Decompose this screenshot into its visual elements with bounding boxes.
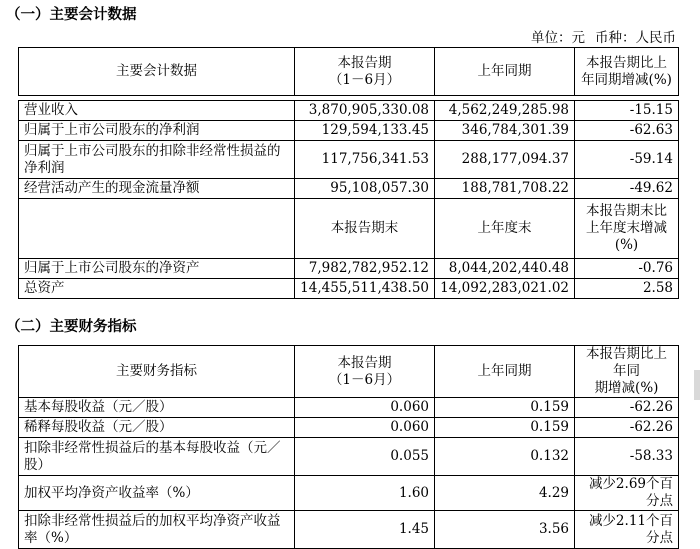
header-item: 主要会计数据 [19,48,295,96]
row-current: 95,108,057.30 [295,179,435,199]
header-prior: 上年同期 [435,48,575,96]
header-current: 本报告期 （1－6月） [295,48,435,96]
row-label: 基本每股收益（元／股） [19,398,295,418]
header-current: 本报告期 （1－6月） [295,346,435,398]
table-row [19,476,679,511]
row-prior: 288,177,094.37 [435,141,575,179]
header-prior: 上年同期 [435,346,575,398]
row-label: 扣除非经常性损益后的基本每股收益（元／股） [19,438,295,476]
table-row [19,438,679,476]
row-change: -59.14 [575,141,679,179]
table-row [19,259,679,279]
table-row [19,418,679,438]
header2-item-empty [19,199,295,259]
accounting-data-table [18,47,679,299]
row-current: 1.60 [295,476,435,511]
header-change: 本报告期比上年同 期增减(%) [575,346,679,398]
row-change: -62.26 [575,398,679,418]
header2-prior: 上年度末 [435,199,575,259]
table-row [19,511,679,549]
section-title-accounting-data: （一）主要会计数据 [6,7,137,23]
row-change: 减少2.11个百分点 [575,511,679,549]
row-label: 归属于上市公司股东的净利润 [19,121,295,141]
row-change: 减少2.69个百分点 [575,476,679,511]
row-current: 0.060 [295,418,435,438]
table-row [19,179,679,199]
row-label: 加权平均净资产收益率（%） [19,476,295,511]
row-label: 归属于上市公司股东的净资产 [19,259,295,279]
table-row [19,398,679,418]
row-current: 7,982,782,952.12 [295,259,435,279]
scrollbar[interactable] [694,370,700,400]
row-prior: 346,784,301.39 [435,121,575,141]
financial-indicators-table [18,345,679,549]
row-prior: 0.132 [435,438,575,476]
row-prior: 8,044,202,440.48 [435,259,575,279]
currency-label: 币种：人民币 [595,30,676,46]
row-prior: 188,781,708.22 [435,179,575,199]
row-change: -58.33 [575,438,679,476]
row-change: -0.76 [575,259,679,279]
table-row [19,121,679,141]
table-row [19,279,679,299]
row-label: 扣除非经常性损益后的加权平均净资产收益率（%） [19,511,295,549]
header-change: 本报告期比上 年同期增减(%) [575,48,679,96]
unit-note [521,26,676,46]
row-current: 14,455,511,438.50 [295,279,435,299]
row-prior: 4.29 [435,476,575,511]
row-current: 117,756,341.53 [295,141,435,179]
row-label: 归属于上市公司股东的扣除非经常性损益的净利润 [19,141,295,179]
row-prior: 3.56 [435,511,575,549]
row-label: 稀释每股收益（元／股） [19,418,295,438]
row-change: -62.26 [575,418,679,438]
row-prior: 0.159 [435,418,575,438]
table-row [19,101,679,121]
row-label: 总资产 [19,279,295,299]
row-current: 0.060 [295,398,435,418]
header2-change: 本报告期末比 上年度末增减 (%) [575,199,679,259]
header2-current: 本报告期末 [295,199,435,259]
row-current: 1.45 [295,511,435,549]
row-prior: 4,562,249,285.98 [435,101,575,121]
row-current: 3,870,905,330.08 [295,101,435,121]
row-label: 营业收入 [19,101,295,121]
row-prior: 14,092,283,021.02 [435,279,575,299]
row-current: 0.055 [295,438,435,476]
unit-label: 单位：元 [531,30,585,46]
section-title-financial-indicators: （二）主要财务指标 [6,319,137,335]
table-row [19,141,679,179]
row-change: -15.15 [575,101,679,121]
row-label: 经营活动产生的现金流量净额 [19,179,295,199]
row-change: 2.58 [575,279,679,299]
row-prior: 0.159 [435,398,575,418]
row-current: 129,594,133.45 [295,121,435,141]
header-item: 主要财务指标 [19,346,295,398]
row-change: -62.63 [575,121,679,141]
row-change: -49.62 [575,179,679,199]
